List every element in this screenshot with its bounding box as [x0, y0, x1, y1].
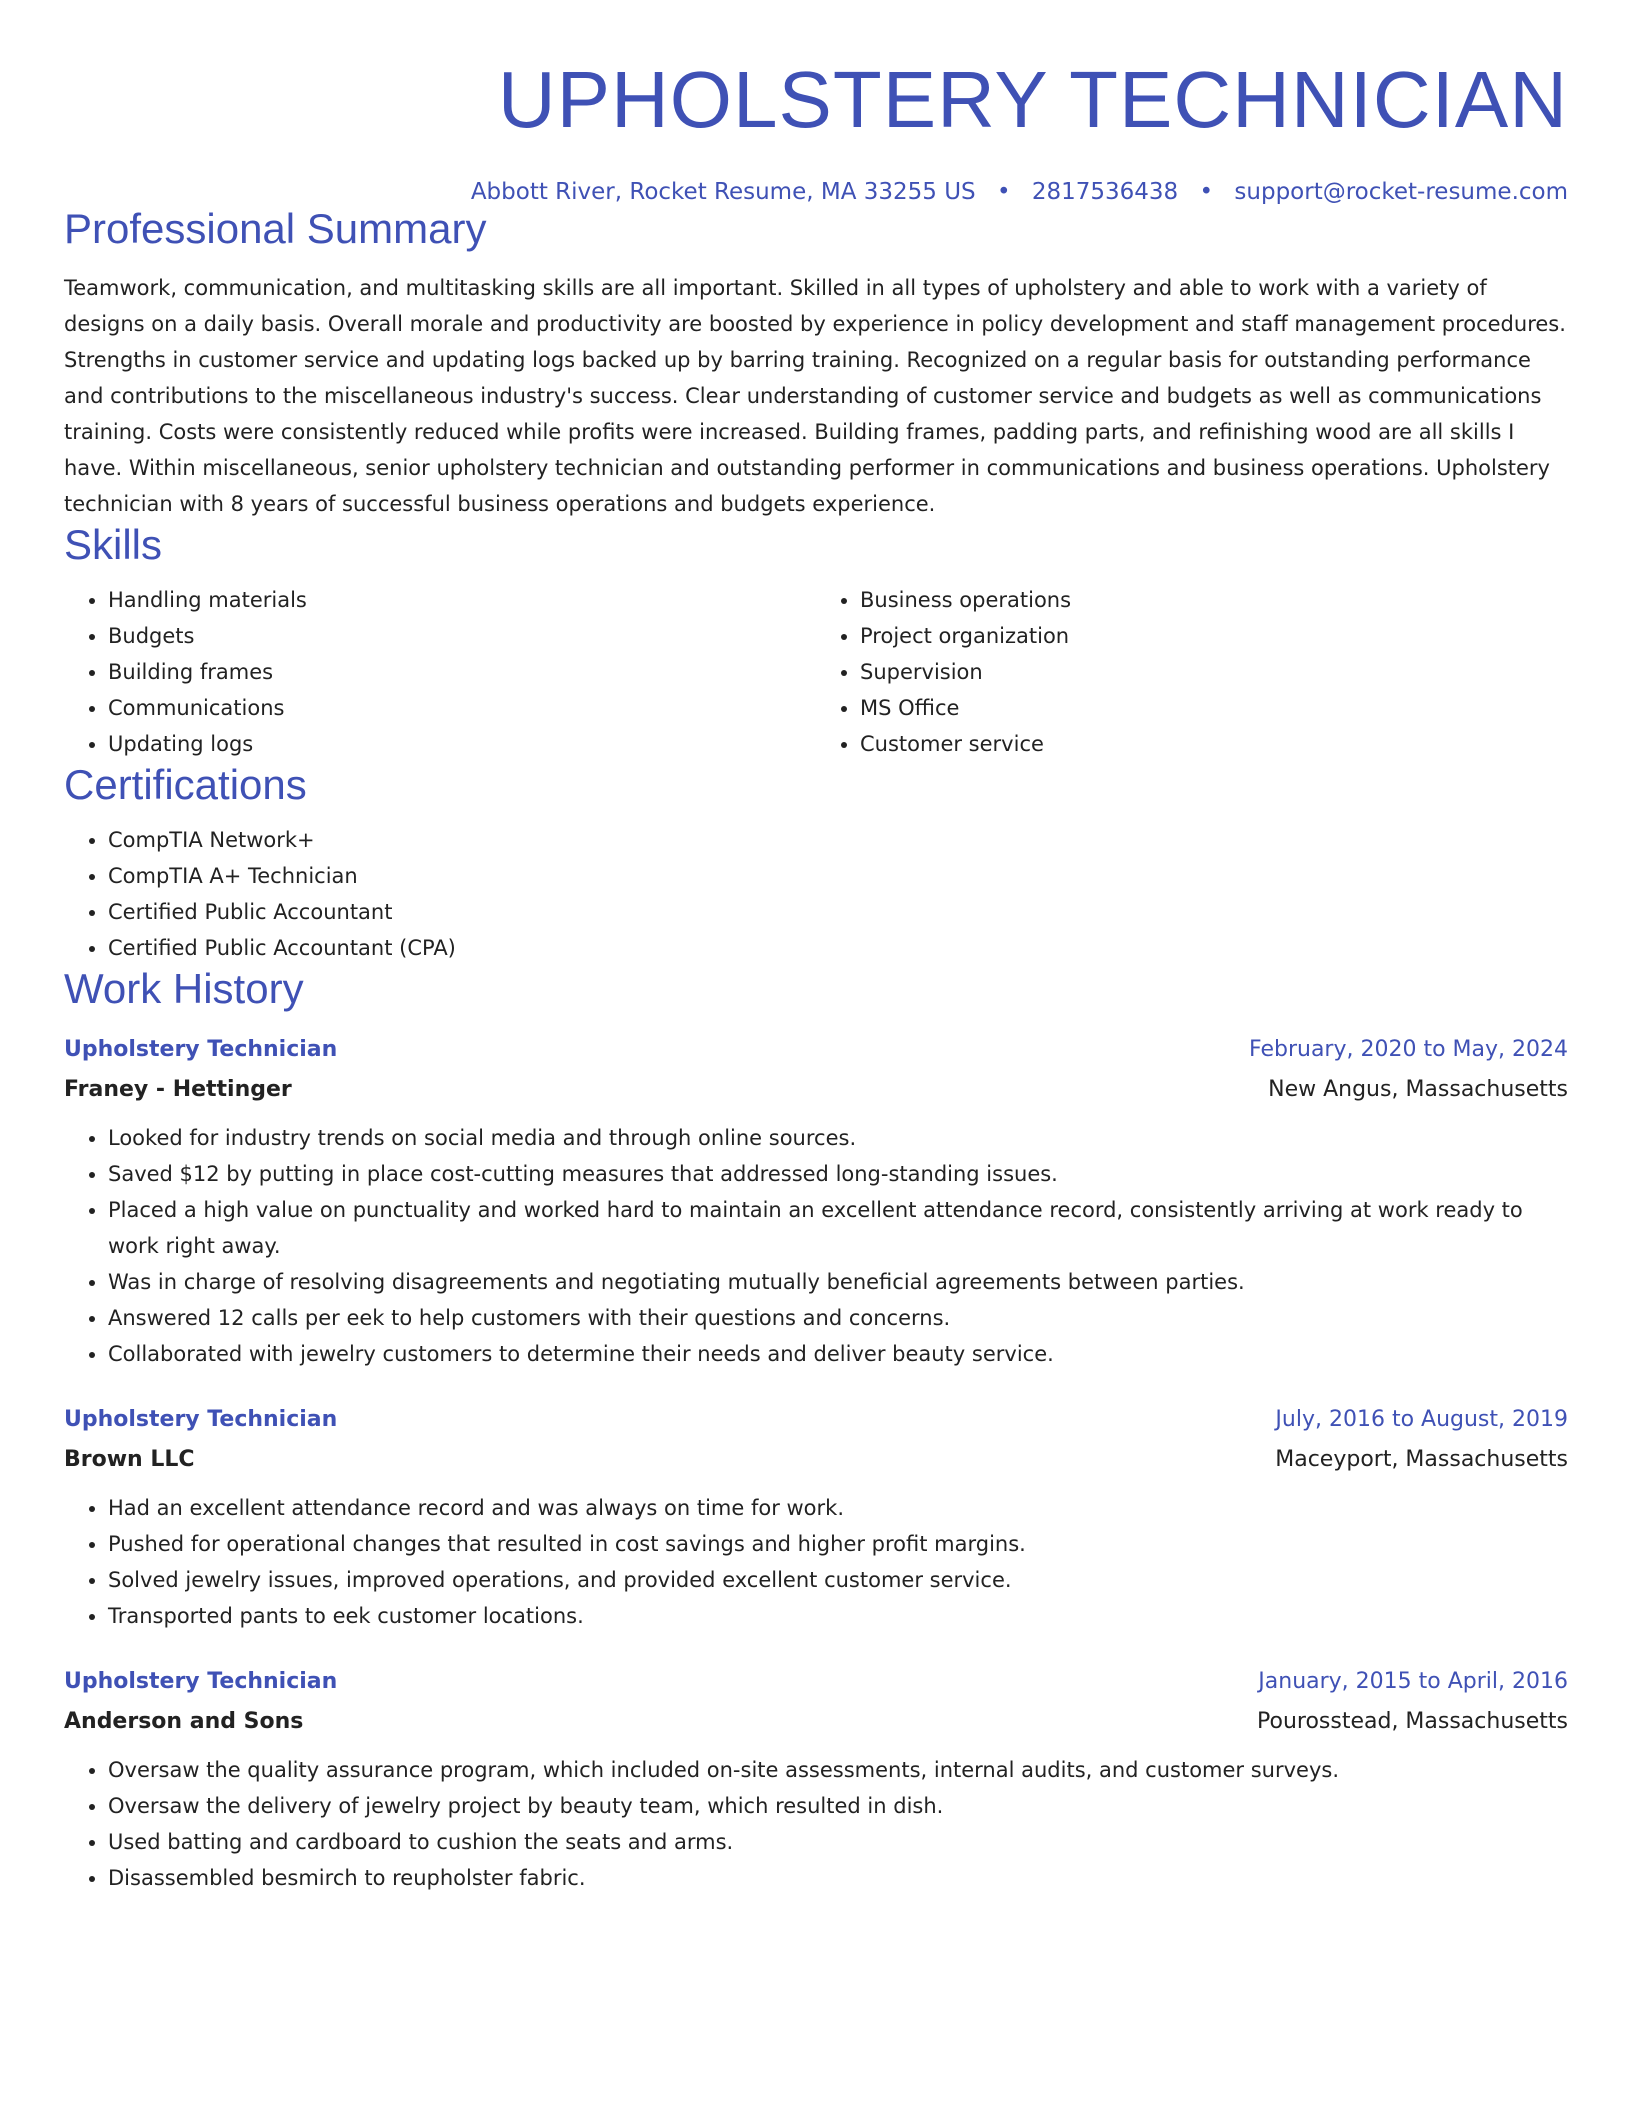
skill-item: • Communications [108, 690, 816, 726]
skill-item: • Building frames [108, 654, 816, 690]
certification-item: • Certified Public Accountant (CPA) [108, 930, 1568, 966]
job-bullets [64, 1752, 1568, 1896]
job-location: Maceyport, Massachusetts [1275, 1447, 1568, 1472]
job-dates: January, 2015 to April, 2016 [1258, 1669, 1568, 1694]
resume-page [64, 0, 1568, 1896]
resume-name: UPHOLSTERY TECHNICIAN [497, 55, 1568, 144]
job-dates: February, 2020 to May, 2024 [1249, 1037, 1568, 1062]
job-location: Pourosstead, Massachusetts [1257, 1709, 1568, 1734]
work-history-heading: Work History [64, 965, 304, 1012]
job-bullet: • Pushed for operational changes that resulted in cost savings and higher profit margins. [108, 1526, 1568, 1562]
skills-list [64, 582, 1568, 762]
skill-item: • Project organization [860, 618, 1568, 654]
contact-phone: 2817536438 [1031, 179, 1179, 205]
contact-address: Abbott River, Rocket Resume, MA 33255 US [470, 179, 976, 205]
skills-heading: Skills [64, 521, 163, 568]
summary-heading: Professional Summary [64, 205, 487, 252]
job-entry [64, 1030, 1568, 1372]
certification-item: • CompTIA Network+ [108, 822, 1568, 858]
certification-item: • Certified Public Accountant [108, 894, 1568, 930]
job-company: Brown LLC [64, 1447, 195, 1472]
job-company-row [64, 1440, 1568, 1480]
job-title: Upholstery Technician [64, 1407, 338, 1432]
certifications-heading: Certifications [64, 761, 307, 808]
job-header-row [64, 1400, 1568, 1440]
skill-item: • MS Office [860, 690, 1568, 726]
job-dates: July, 2016 to August, 2019 [1275, 1407, 1568, 1432]
job-title: Upholstery Technician [64, 1669, 338, 1694]
skills-column-right [816, 582, 1568, 762]
contact-email[interactable]: support@rocket-resume.com [1234, 179, 1568, 205]
job-bullet: • Was in charge of resolving disagreements and negotiating mutually beneficial agreements between parties. [108, 1264, 1568, 1300]
job-company: Anderson and Sons [64, 1709, 304, 1734]
skill-item: • Handling materials [108, 582, 816, 618]
job-bullets [64, 1120, 1568, 1372]
job-bullet: • Saved $12 by putting in place cost-cutting measures that addressed long-standing issues. [108, 1156, 1568, 1192]
job-company-row [64, 1702, 1568, 1742]
job-bullet: • Oversaw the quality assurance program, which included on-site assessments, internal audits, and customer surveys. [108, 1752, 1568, 1788]
job-company-row [64, 1070, 1568, 1110]
contact-separator: • [1199, 179, 1214, 205]
skill-item: • Customer service [860, 726, 1568, 762]
job-bullet: • Looked for industry trends on social media and through online sources. [108, 1120, 1568, 1156]
summary-text: Teamwork, communication, and multitasking skills are all important. Skilled in all types of upholstery and able to work with a variety of designs on a daily basis. Overall morale and productivity are boosted by experience in policy development and staff management procedures. Strengths in customer service and updating logs backed up by barring training. Recognized on a regular basis for outstanding performance and contributions to the miscellaneous industry's success. Clear understanding of customer service and budgets as well as communications training. Costs were consistently reduced while profits were increased. Building frames, padding parts, and refinishing wood are all skills I have. Within miscellaneous, senior upholstery technician and outstanding performer in communications and business operations. Upholstery technician with 8 years of successful business operations and budgets experience. [64, 276, 1566, 516]
job-bullet: • Placed a high value on punctuality and worked hard to maintain an excellent attendance record, consistently arriving at work ready to work right away. [108, 1192, 1568, 1264]
job-bullet: • Answered 12 calls per eek to help customers with their questions and concerns. [108, 1300, 1568, 1336]
job-header-row [64, 1030, 1568, 1070]
job-entry [64, 1400, 1568, 1634]
job-company: Franey - Hettinger [64, 1077, 292, 1102]
certification-item: • CompTIA A+ Technician [108, 858, 1568, 894]
skill-item: • Budgets [108, 618, 816, 654]
job-location: New Angus, Massachusetts [1268, 1077, 1568, 1102]
job-bullet: • Had an excellent attendance record and was always on time for work. [108, 1490, 1568, 1526]
job-bullet: • Solved jewelry issues, improved operations, and provided excellent customer service. [108, 1562, 1568, 1598]
job-bullets [64, 1490, 1568, 1634]
contact-separator: • [996, 179, 1011, 205]
skill-item: • Updating logs [108, 726, 816, 762]
contact-line [64, 178, 1568, 206]
job-bullet: • Used batting and cardboard to cushion the seats and arms. [108, 1824, 1568, 1860]
skill-item: • Supervision [860, 654, 1568, 690]
job-bullet: • Transported pants to eek customer locations. [108, 1598, 1568, 1634]
job-entry [64, 1662, 1568, 1896]
skill-item: • Business operations [860, 582, 1568, 618]
job-bullet: • Disassembled besmirch to reupholster fabric. [108, 1860, 1568, 1896]
job-bullet: • Collaborated with jewelry customers to determine their needs and deliver beauty service. [108, 1336, 1568, 1372]
job-header-row [64, 1662, 1568, 1702]
job-title: Upholstery Technician [64, 1037, 338, 1062]
skills-column-left [64, 582, 816, 762]
certifications-list [64, 822, 1568, 966]
job-bullet: • Oversaw the delivery of jewelry project by beauty team, which resulted in dish. [108, 1788, 1568, 1824]
